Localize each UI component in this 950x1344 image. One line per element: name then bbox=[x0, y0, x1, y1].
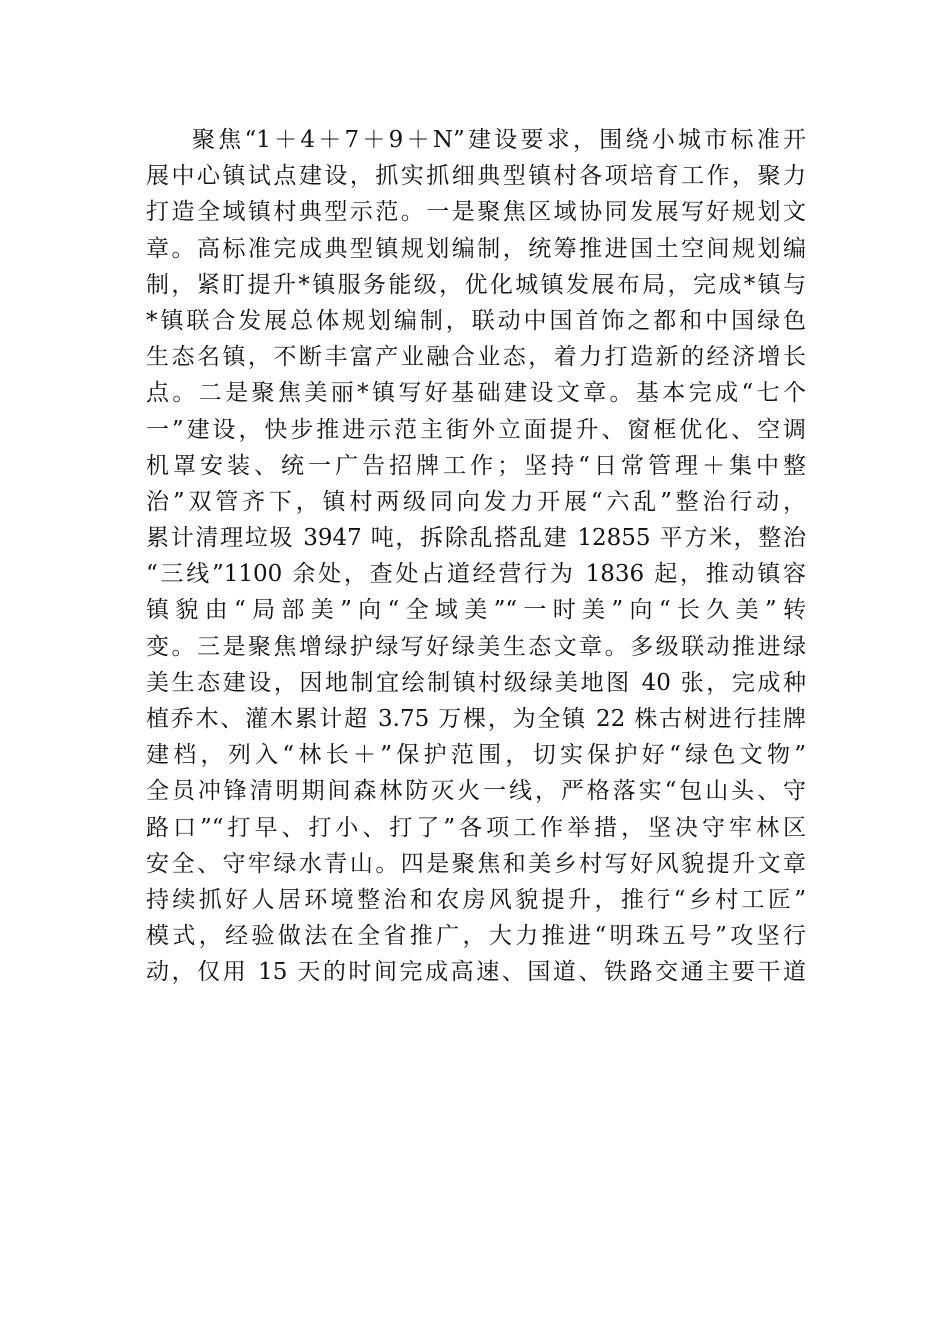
text-line: 打造全域镇村典型示范。一是聚焦区域协同发展写好规划文 bbox=[146, 199, 806, 226]
text-line: 镇貌由“局部美”向“全域美”“一时美”向“长久美”转 bbox=[146, 597, 806, 624]
body-paragraph bbox=[146, 122, 806, 991]
text-line: 全员冲锋清明期间森林防灭火一线，严格落实“包山头、守 bbox=[146, 778, 806, 805]
text-line: 安全、守牢绿水青山。四是聚焦和美乡村写好风貌提升文章 bbox=[146, 850, 806, 877]
text-line: 植乔木、灌木累计超 3.75 万棵，为全镇 22 株古树进行挂牌 bbox=[146, 706, 806, 732]
text-line: 点。二是聚焦美丽*镇写好基础建设文章。基本完成“七个 bbox=[146, 380, 806, 407]
text-line: 生态名镇，不断丰富产业融合业态，着力打造新的经济增长 bbox=[146, 344, 806, 371]
text-line: 机罩安装、统一广告招牌工作；坚持“日常管理＋集中整 bbox=[146, 452, 806, 479]
text-line: 累计清理垃圾 3947 吨，拆除乱搭乱建 12855 平方米，整治 bbox=[146, 525, 806, 552]
text-line: “三线”1100 余处，查处占道经营行为 1836 起，推动镇容 bbox=[146, 561, 806, 588]
text-line: 变。三是聚焦增绿护绿写好绿美生态文章。多级联动推进绿 bbox=[146, 633, 806, 660]
text-line: 章。高标准完成典型镇规划编制，统筹推进国土空间规划编 bbox=[146, 235, 806, 262]
text-line: 持续抓好人居环境整治和农房风貌提升，推行“乡村工匠” bbox=[146, 886, 806, 913]
text-line: 建档，列入“林长＋”保护范围，切实保护好“绿色文物” bbox=[146, 742, 806, 769]
text-line: 美生态建设，因地制宜绘制镇村级绿美地图 40 张，完成种 bbox=[146, 669, 806, 696]
text-line: 制，紧盯提升*镇服务能级，优化城镇发展布局，完成*镇与 bbox=[146, 271, 806, 298]
text-line: 模式，经验做法在全省推广，大力推进“明珠五号”攻坚行 bbox=[146, 923, 806, 950]
text-line: 展中心镇试点建设，抓实抓细典型镇村各项培育工作，聚力 bbox=[146, 163, 806, 190]
text-line: 聚焦“1＋4＋7＋9＋N”建设要求，围绕小城市标准开 bbox=[192, 127, 806, 153]
text-line: 动，仅用 15 天的时间完成高速、国道、铁路交通主要干道 bbox=[146, 959, 806, 986]
text-line: 路口”“打早、打小、打了”各项工作举措，坚决守牢林区 bbox=[146, 814, 806, 841]
text-line: *镇联合发展总体规划编制，联动中国首饰之都和中国绿色 bbox=[146, 307, 806, 334]
text-line: 一”建设，快步推进示范主街外立面提升、窗框优化、空调 bbox=[146, 416, 806, 443]
text-line: 治”双管齐下，镇村两级同向发力开展“六乱”整治行动， bbox=[146, 488, 806, 515]
